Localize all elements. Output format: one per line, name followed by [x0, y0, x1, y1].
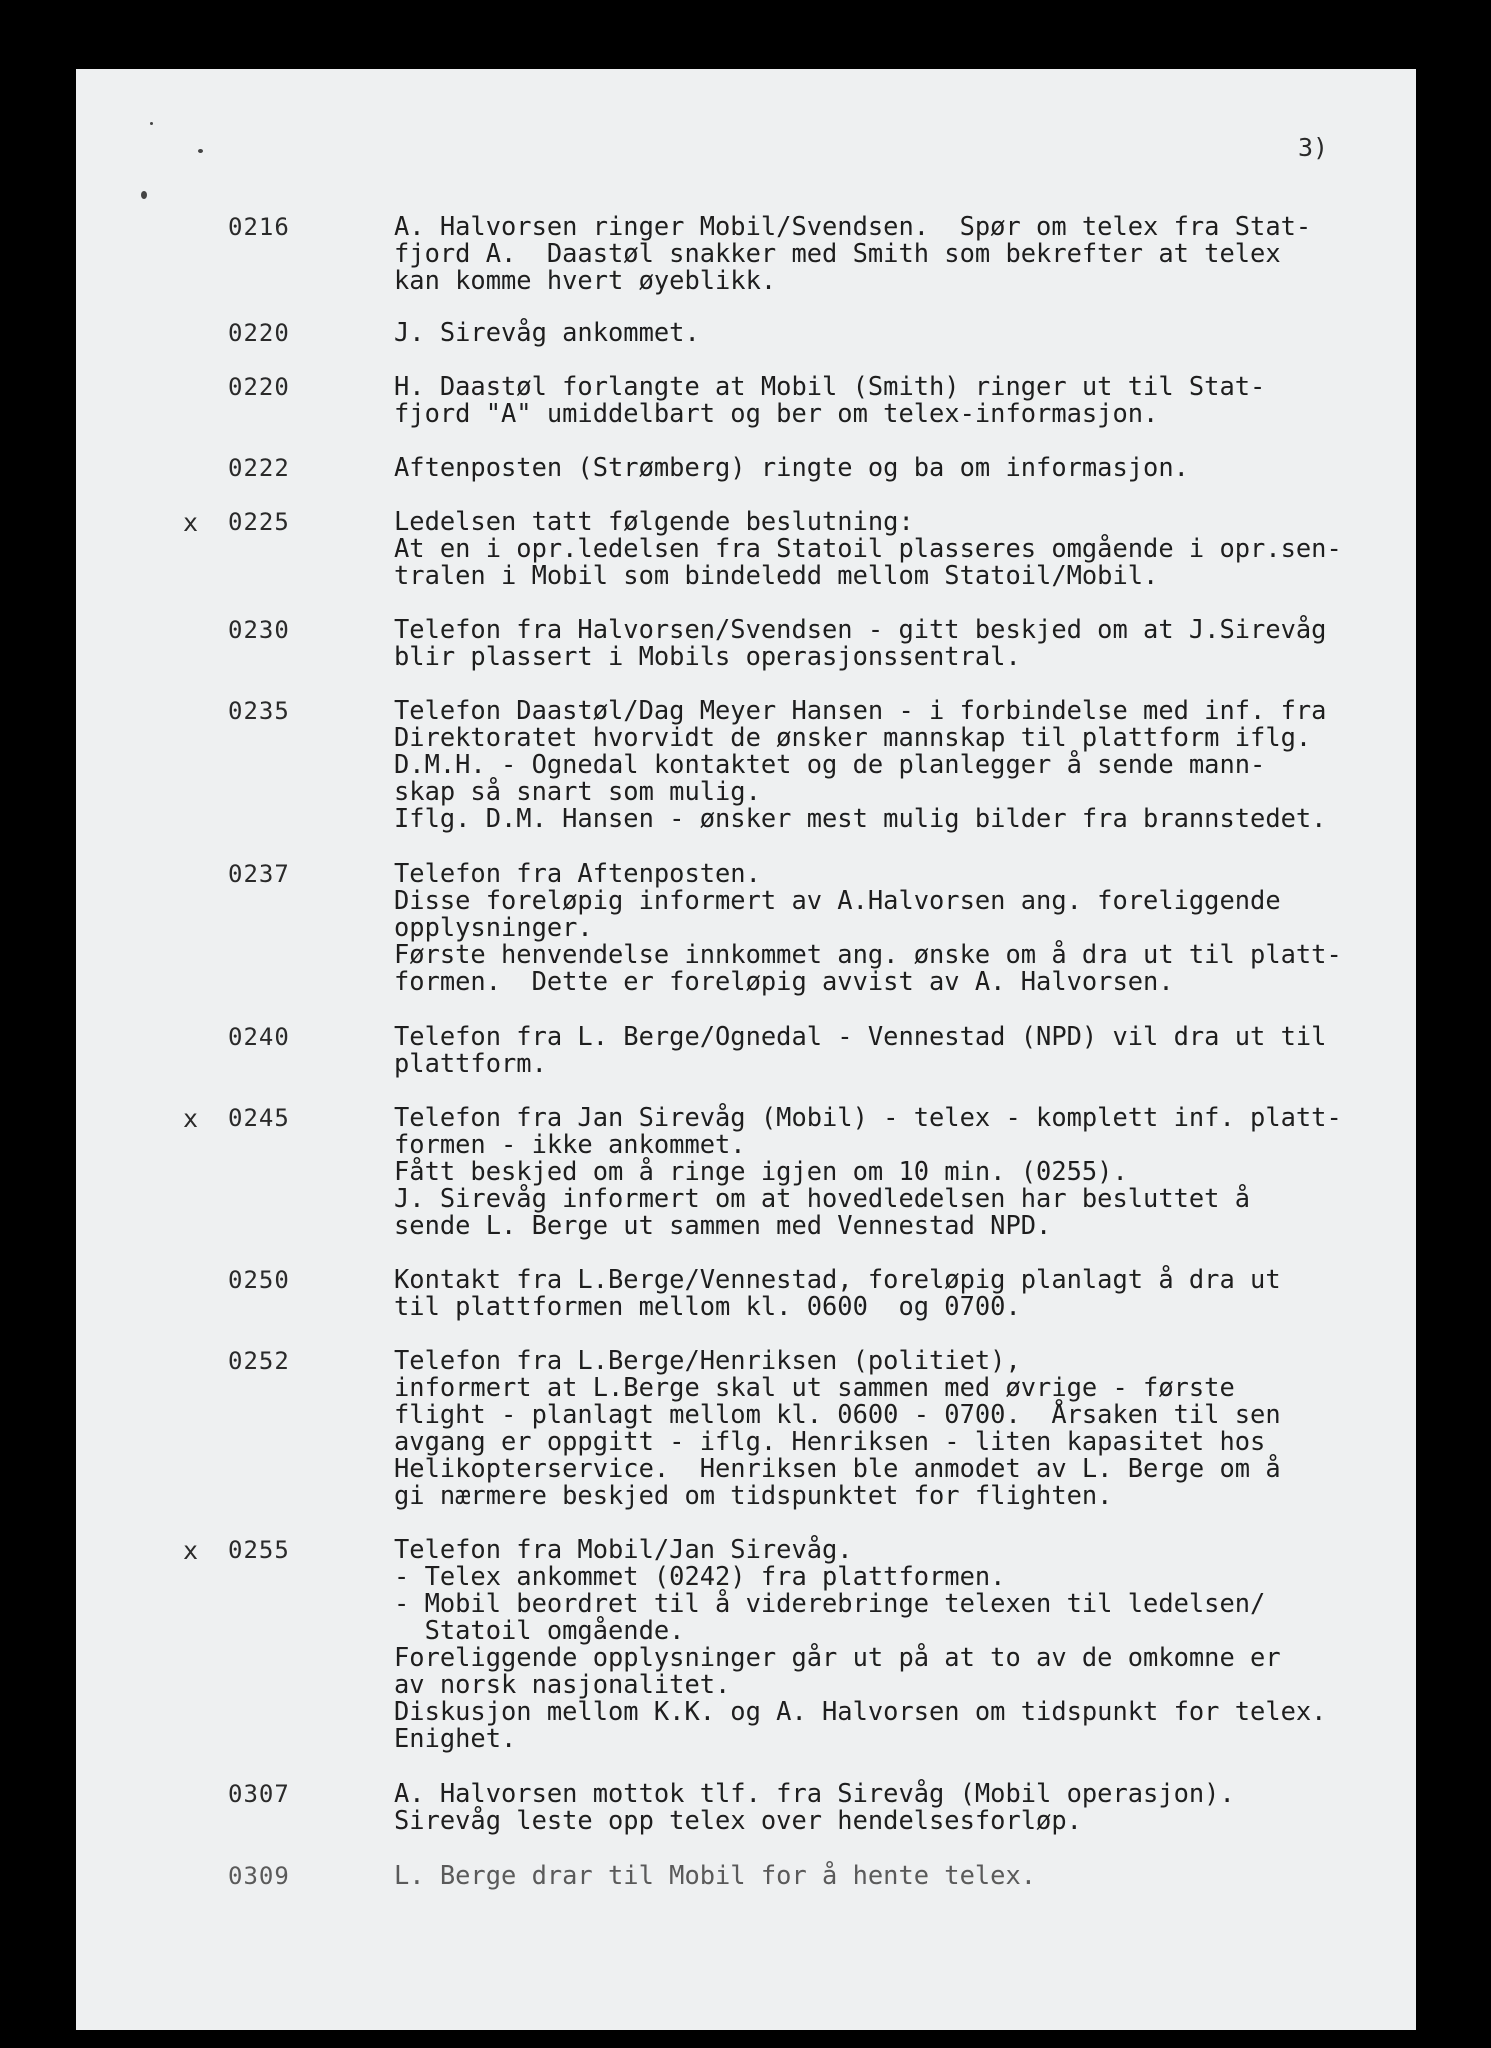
entry-text-line: Enighet. [394, 1723, 517, 1753]
entry-mark: x [183, 508, 199, 537]
entry-text-line: fjord "A" umiddelbart og ber om telex-informasjon. [394, 398, 1159, 428]
entry-text-line: At en i opr.ledelsen fra Statoil plasseres omgående i opr.sen- [394, 533, 1342, 563]
entry-text-line: flight - planlagt mellom kl. 0600 - 0700. Årsaken til sen [394, 1399, 1281, 1429]
entry-text-line: Helikopterservice. Henriksen ble anmodet av L. Berge om å [394, 1453, 1281, 1483]
entry-text-line: gi nærmere beskjed om tidspunktet for flighten. [394, 1480, 1113, 1510]
entry-time: 0220 [228, 319, 290, 347]
entry-text-line: Statoil omgående. [394, 1615, 685, 1645]
entry-text [394, 508, 1414, 589]
entry-time: 0216 [228, 213, 290, 241]
entry-time: 0245 [228, 1104, 290, 1132]
entry-text-line: Iflg. D.M. Hansen - ønsker mest mulig bilder fra brannstedet. [394, 803, 1327, 833]
entry-time: 0240 [228, 1023, 290, 1051]
entry-text-line: Diskusjon mellom K.K. og A. Halvorsen om tidspunkt for telex. [394, 1696, 1327, 1726]
entry-text-line: H. Daastøl forlangte at Mobil (Smith) ringer ut til Stat- [394, 371, 1266, 401]
entry-text-line: - Telex ankommet (0242) fra plattformen. [394, 1561, 1006, 1591]
entry-text [394, 1780, 1414, 1834]
entry-time: 0222 [228, 454, 290, 482]
entry-text-line: informert at L.Berge skal ut sammen med øvrige - første [394, 1372, 1235, 1402]
entry-text [394, 1104, 1414, 1239]
entry-text-line: skap så snart som mulig. [394, 776, 761, 806]
entry-text-line: Kontakt fra L.Berge/Vennestad, foreløpig planlagt å dra ut [394, 1264, 1281, 1294]
entry-time: 0250 [228, 1266, 290, 1294]
entry-text [394, 1862, 1414, 1889]
entry-text-line: Telefon fra Jan Sirevåg (Mobil) - telex - komplett inf. platt- [394, 1102, 1342, 1132]
entry-text-line: Telefon fra Mobil/Jan Sirevåg. [394, 1534, 853, 1564]
entry-text-line: Første henvendelse innkommet ang. ønske om å dra ut til platt- [394, 939, 1342, 969]
entry-text [394, 319, 1414, 346]
entry-text-line: til plattformen mellom kl. 0600 og 0700. [394, 1291, 1021, 1321]
entry-text-line: Telefon fra L. Berge/Ognedal - Vennestad (NPD) vil dra ut til [394, 1021, 1327, 1051]
entry-text-line: Foreliggende opplysninger går ut på at to av de omkomne er [394, 1642, 1281, 1672]
entry-time: 0237 [228, 860, 290, 888]
page-number: 3) [1298, 133, 1329, 162]
entry-text-line: Disse foreløpig informert av A.Halvorsen ang. foreliggende [394, 885, 1281, 915]
entry-text-line: Fått beskjed om å ringe igjen om 10 min. (0255). [394, 1156, 1128, 1186]
entry-text-line: tralen i Mobil som bindeledd mellom Statoil/Mobil. [394, 560, 1159, 590]
entry-text-line: Telefon fra Aftenposten. [394, 858, 761, 888]
entry-text-line: L. Berge drar til Mobil for å hente telex. [394, 1860, 1037, 1890]
entry-text-line: formen. Dette er foreløpig avvist av A. Halvorsen. [394, 966, 1174, 996]
entry-text-line: Telefon fra L.Berge/Henriksen (politiet), [394, 1345, 1021, 1375]
paper-speck [150, 122, 153, 125]
entry-text-line: J. Sirevåg ankommet. [394, 317, 700, 347]
entry-text-line: plattform. [394, 1048, 547, 1078]
entry-text-line: kan komme hvert øyeblikk. [394, 265, 777, 295]
entry-text [394, 616, 1414, 670]
entry-text-line: Direktoratet hvorvidt de ønsker mannskap til plattform iflg. [394, 722, 1312, 752]
entry-time: 0309 [228, 1862, 290, 1890]
entry-text-line: opplysninger. [394, 912, 593, 942]
entry-text [394, 454, 1414, 481]
entry-text-line: avgang er oppgitt - iflg. Henriksen - liten kapasitet hos [394, 1426, 1266, 1456]
entry-text-line: D.M.H. - Ognedal kontaktet og de planlegger å sende mann- [394, 749, 1266, 779]
entry-text-line: A. Halvorsen ringer Mobil/Svendsen. Spør om telex fra Stat- [394, 211, 1312, 241]
paper-speck [198, 149, 203, 153]
entry-time: 0307 [228, 1780, 290, 1808]
entry-time: 0235 [228, 697, 290, 725]
entry-text [394, 697, 1414, 832]
entry-text-line: - Mobil beordret til å viderebringe telexen til ledelsen/ [394, 1588, 1266, 1618]
entry-time: 0255 [228, 1536, 290, 1564]
entry-text [394, 860, 1414, 995]
entry-text-line: sende L. Berge ut sammen med Vennestad NPD. [394, 1210, 1052, 1240]
entry-time: 0252 [228, 1347, 290, 1375]
entry-text-line: J. Sirevåg informert om at hovedledelsen har besluttet å [394, 1183, 1251, 1213]
entry-text [394, 1266, 1414, 1320]
entry-text-line: A. Halvorsen mottok tlf. fra Sirevåg (Mobil operasjon). [394, 1778, 1235, 1808]
entry-text [394, 373, 1414, 427]
entry-text-line: Ledelsen tatt følgende beslutning: [394, 506, 914, 536]
entry-text [394, 1347, 1414, 1509]
entry-text-line: Telefon fra Halvorsen/Svendsen - gitt beskjed om at J.Sirevåg [394, 614, 1327, 644]
entry-text-line: blir plassert i Mobils operasjonssentral. [394, 641, 1021, 671]
entry-text-line: Telefon Daastøl/Dag Meyer Hansen - i forbindelse med inf. fra [394, 695, 1327, 725]
paper-speck [141, 191, 147, 199]
entry-text-line: av norsk nasjonalitet. [394, 1669, 731, 1699]
entry-text [394, 1023, 1414, 1077]
entry-text-line: fjord A. Daastøl snakker med Smith som bekrefter at telex [394, 238, 1281, 268]
entry-text-line: formen - ikke ankommet. [394, 1129, 746, 1159]
entry-time: 0230 [228, 616, 290, 644]
entry-text-line: Sirevåg leste opp telex over hendelsesforløp. [394, 1805, 1082, 1835]
entry-time: 0220 [228, 373, 290, 401]
entry-text [394, 1536, 1414, 1752]
entry-time: 0225 [228, 508, 290, 536]
entry-mark: x [183, 1104, 199, 1133]
entry-mark: x [183, 1536, 199, 1565]
entry-text [394, 213, 1414, 294]
entry-text-line: Aftenposten (Strømberg) ringte og ba om informasjon. [394, 452, 1189, 482]
